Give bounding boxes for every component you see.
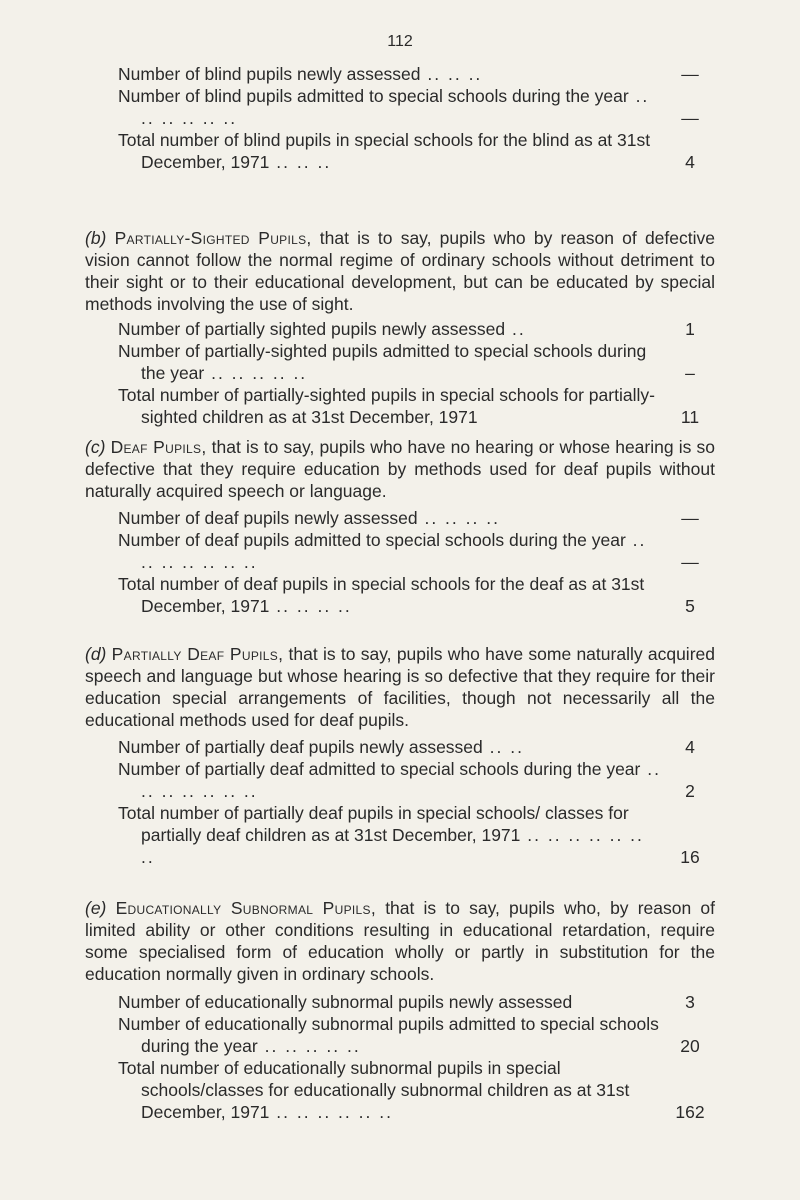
section-label: (c) bbox=[85, 437, 106, 457]
stat-value: – bbox=[685, 363, 695, 383]
stat-row: Number of partially deaf pupils newly assessed .. .. 4 bbox=[118, 736, 710, 758]
section-body: that is to say, pupils who have some naturally acquired speech and language but whose hearing is so defective that they require for their education special arrangements of facilities, though not necessarily all the educational methods used for deaf pupils. bbox=[85, 644, 715, 730]
section-heading: Partially-Sighted Pupils, bbox=[114, 228, 312, 248]
stat-value: 5 bbox=[685, 596, 695, 616]
stat-row: Number of deaf pupils newly assessed .. .. .. .. — bbox=[118, 507, 710, 529]
stat-text: Number of deaf pupils newly assessed bbox=[118, 508, 418, 528]
stat-row: Number of educationally subnormal pupils admitted to special schools during the year .. .. .. .. .. 20 bbox=[118, 1013, 710, 1057]
stat-text: Total number of blind pupils in special schools for the blind as at 31st December, 1971 bbox=[118, 130, 651, 172]
stat-text: Number of partially-sighted pupils admitted to special schools during the year bbox=[118, 341, 647, 383]
stat-value: 4 bbox=[685, 737, 695, 757]
stat-row: Number of blind pupils newly assessed .. .. .. — bbox=[118, 63, 710, 85]
stat-row: Number of partially deaf admitted to special schools during the year .. .. .. .. .. .. .. 2 bbox=[118, 758, 710, 802]
section-e-stats bbox=[118, 991, 710, 1123]
stat-value: 1 bbox=[685, 319, 695, 339]
section-b-paragraph bbox=[85, 227, 715, 315]
stat-row: Total number of educationally subnormal pupils in special schools/classes for educationally subnormal children as at 31st December, 1971 .. .. .. .. .. .. 162 bbox=[118, 1057, 710, 1123]
section-d-paragraph bbox=[85, 643, 715, 731]
stat-value: 11 bbox=[680, 407, 700, 427]
stat-text: Number of educationally subnormal pupils admitted to special schools during the year bbox=[118, 1014, 659, 1056]
section-heading: Partially Deaf Pupils, bbox=[111, 644, 284, 664]
stat-text: Number of blind pupils admitted to special schools during the year bbox=[118, 86, 629, 106]
blind-pupils-stats bbox=[118, 63, 710, 173]
stat-text: Number of partially deaf pupils newly assessed bbox=[118, 737, 483, 757]
section-heading: Educationally Subnormal Pupils, bbox=[115, 898, 377, 918]
section-label: (d) bbox=[85, 644, 107, 664]
stat-row: Number of blind pupils admitted to special schools during the year .. .. .. .. .. .. — bbox=[118, 85, 710, 129]
stat-row: Number of partially sighted pupils newly assessed .. 1 bbox=[118, 318, 710, 340]
section-d-stats bbox=[118, 736, 710, 868]
stat-text: Number of educationally subnormal pupils newly assessed bbox=[118, 992, 573, 1012]
stat-text: Total number of deaf pupils in special schools for the deaf as at 31st December, 1971 bbox=[118, 574, 645, 616]
stat-value: — bbox=[681, 552, 699, 572]
stat-text: Number of partially sighted pupils newly assessed bbox=[118, 319, 506, 339]
stat-text: Total number of partially deaf pupils in special schools/ classes for partially deaf children as at 31st December, 1971 bbox=[118, 803, 629, 845]
stat-row: Total number of partially deaf pupils in special schools/ classes for partially deaf children as at 31st December, 1971 .. .. .. .. .. .. .. 16 bbox=[118, 802, 710, 868]
stat-text: Number of blind pupils newly assessed bbox=[118, 64, 421, 84]
page-number: 112 bbox=[387, 33, 413, 50]
section-c-stats bbox=[118, 507, 710, 617]
stat-text: Total number of educationally subnormal pupils in special schools/classes for educationally subnormal children as at 31st December, 1971 bbox=[118, 1058, 630, 1122]
stat-value: 2 bbox=[685, 781, 695, 801]
stat-row: Total number of blind pupils in special schools for the blind as at 31st December, 1971 .. .. .. 4 bbox=[118, 129, 710, 173]
stat-text: Total number of partially-sighted pupils in special schools for partially-sighted children as at 31st December, 1971 bbox=[118, 385, 655, 427]
section-e-paragraph bbox=[85, 897, 715, 985]
stat-value: 3 bbox=[685, 992, 695, 1012]
section-body: that is to say, pupils who, by reason of limited ability or other conditions resulting in educational retardation, require some specialised form of education wholly or partly in substitution for the education normally given in ordinary schools. bbox=[85, 898, 715, 984]
stat-value: 16 bbox=[680, 847, 700, 867]
stat-value: 162 bbox=[675, 1102, 705, 1122]
stat-row bbox=[118, 384, 710, 428]
stat-value: — bbox=[681, 108, 699, 128]
stat-text: Number of partially deaf admitted to special schools during the year bbox=[118, 759, 641, 779]
stat-row: Number of partially-sighted pupils admitted to special schools during the year .. .. .. .. .. – bbox=[118, 340, 710, 384]
section-body: that is to say, pupils who have no hearing or whose hearing is so defective that they require education by methods used for deaf pupils without naturally acquired speech or language. bbox=[85, 437, 715, 501]
stat-value: 4 bbox=[685, 152, 695, 172]
stat-row: Number of deaf pupils admitted to special schools during the year .. .. .. .. .. .. .. — bbox=[118, 529, 710, 573]
stat-text: Number of deaf pupils admitted to special schools during the year bbox=[118, 530, 626, 550]
section-body: that is to say, pupils who by reason of defective vision cannot follow the normal regime of ordinary schools without detriment to their sight or to their educational development, but can be educated by special methods involving the use of sight. bbox=[85, 228, 715, 314]
section-label: (e) bbox=[85, 898, 107, 918]
stat-row bbox=[118, 991, 710, 1013]
stat-value: — bbox=[681, 508, 699, 528]
stat-value: — bbox=[681, 64, 699, 84]
section-c-paragraph bbox=[85, 436, 715, 502]
stat-row: Total number of deaf pupils in special schools for the deaf as at 31st December, 1971 .. .. .. .. 5 bbox=[118, 573, 710, 617]
section-heading: Deaf Pupils, bbox=[110, 437, 207, 457]
section-b-stats bbox=[118, 318, 710, 428]
stat-value: 20 bbox=[680, 1036, 700, 1056]
section-label: (b) bbox=[85, 228, 107, 248]
